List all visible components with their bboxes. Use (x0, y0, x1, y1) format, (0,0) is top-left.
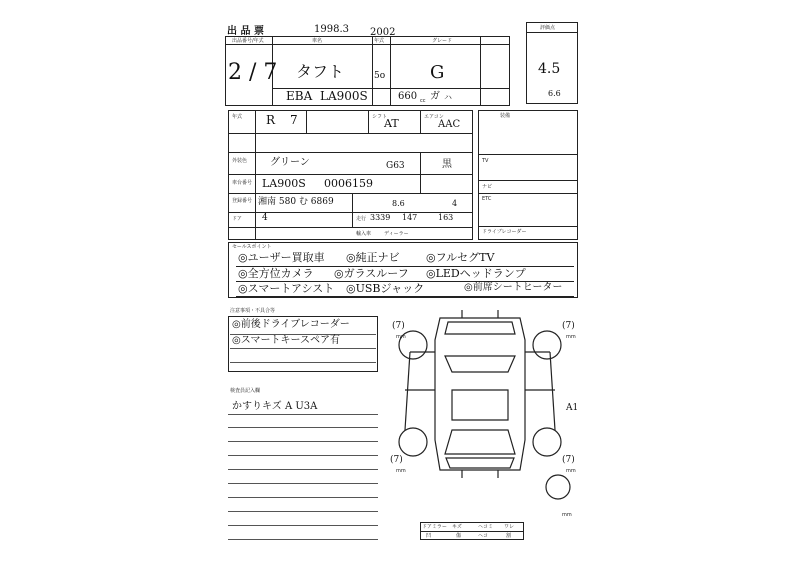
sales-point-6: ◎LEDヘッドランプ (426, 267, 526, 280)
legend-header-crack: ワレ (504, 524, 515, 530)
tread-unit-rear-right: mm (566, 468, 576, 474)
model-code: LA900S (320, 89, 368, 103)
sales-point-3: ◎フルセグTV (426, 251, 495, 264)
header-label-year: 年式 (374, 38, 385, 44)
date-handwritten: 2 / 7 (228, 60, 278, 85)
header-label-car-name: 車名 (312, 38, 323, 44)
interior-color-value: 黒 (442, 159, 452, 170)
mileage-a: 3339 (370, 213, 391, 222)
color-code-value: G63 (386, 161, 405, 171)
notes-label: 注意事項・不具合等 (230, 308, 276, 314)
seat-count-value: 4 (452, 199, 458, 208)
tread-mark-rear-right: (7) (562, 455, 575, 465)
sales-point-5: ◎ガラスルーフ (334, 267, 409, 280)
sales-point-4: ◎全方位カメラ (238, 267, 314, 280)
tread-mark-front-left: (7) (392, 321, 405, 331)
sales-point-9: ◎前席シートヒーター (464, 282, 563, 293)
diagram-a-label: A1 (566, 403, 579, 413)
equipment-row-tv: TV (482, 158, 489, 164)
plate-label: 登録番号 (232, 198, 253, 204)
tread-unit-front-left: mm (396, 334, 406, 340)
inspector-comment: かすりキズ A U3A (232, 401, 318, 412)
year-value: R (266, 113, 276, 127)
door-value: 4 (262, 213, 268, 223)
header-label-grade: グレード (432, 38, 453, 44)
equipment-row-nav: ナビ (482, 184, 493, 190)
sales-point-2: ◎純正ナビ (346, 251, 400, 264)
cc-unit: cc (420, 98, 426, 104)
fuel-value: ガ (430, 91, 440, 102)
mileage-label: 走行 (356, 216, 367, 222)
sheet-title: 出 品 票 (227, 26, 264, 37)
top-handwritten-code: 2002 (370, 27, 396, 38)
displacement-value: 660 (398, 91, 418, 102)
year-code-value: 5o (374, 71, 386, 81)
legend-value-dent: ヘコ (478, 533, 489, 539)
score-label: 評価点 (540, 25, 556, 31)
shift-label: シフト (372, 114, 388, 120)
tread-mark-front-right: (7) (562, 321, 575, 331)
sales-point-1: ◎ユーザー買取車 (238, 251, 325, 264)
header-label-lot: 出品番号/年式 (232, 38, 264, 44)
import-value: ディーラー (384, 231, 409, 237)
recycle-value: 8.6 (392, 199, 405, 208)
ac-label: エアコン (424, 114, 444, 120)
car-name-value: タフト (296, 62, 345, 81)
chassis-prefix: LA900S (262, 177, 306, 190)
sales-point-7: ◎スマートアシスト (238, 282, 335, 295)
tread-unit-spare: mm (562, 512, 572, 518)
mileage-c: 163 (438, 213, 454, 222)
ac-value: AAC (438, 119, 461, 130)
chassis-number: 0006159 (324, 177, 373, 190)
color-label: 外装色 (232, 158, 248, 164)
legend-header-scratch: キズ (452, 524, 462, 530)
color-value: グリーン (270, 157, 310, 168)
door-label: ドア (232, 216, 242, 222)
note-line-2: ◎スマートキースペア有 (232, 335, 341, 346)
top-handwritten-year: 1998.3 (314, 24, 349, 35)
legend-header-dent: ヘコミ (478, 524, 494, 530)
tread-unit-rear-left: mm (396, 468, 406, 474)
inspection-value: 6.6 (548, 89, 561, 98)
equipment-row-etc: ETC (482, 196, 492, 202)
legend-value-mirror: 凹 (426, 533, 432, 539)
month-value: 7 (290, 113, 298, 127)
tread-unit-front-right: mm (566, 334, 576, 340)
score-value: 4.5 (538, 61, 561, 77)
equipment-row-recorder: ドライブレコーダー (482, 229, 527, 235)
inspector-label: 検査員記入欄 (230, 388, 261, 394)
note-line-1: ◎前後ドライブレコーダー (232, 319, 350, 330)
shift-value: AT (384, 117, 399, 130)
sales-point-8: ◎USBジャック (346, 282, 425, 295)
legend-header-mirror: ドアミラー (422, 524, 447, 530)
year-label: 年式 (232, 114, 243, 120)
legend-value-scratch: 傷 (456, 533, 462, 539)
import-label: 輸入車 (356, 231, 372, 237)
model-prefix: EBA (286, 89, 313, 103)
sales-points-label: セールスポイント (232, 244, 272, 250)
grade-value: G (430, 62, 445, 83)
fuel-sub-value: ハ (444, 93, 452, 102)
legend-value-crack: 割 (506, 533, 512, 539)
tread-mark-rear-left: (7) (390, 455, 403, 465)
plate-value: 湘南 580 む 6869 (258, 197, 334, 207)
equipment-label: 装備 (500, 113, 511, 119)
chassis-label: 車台番号 (232, 180, 253, 186)
mileage-b: 147 (402, 213, 418, 222)
